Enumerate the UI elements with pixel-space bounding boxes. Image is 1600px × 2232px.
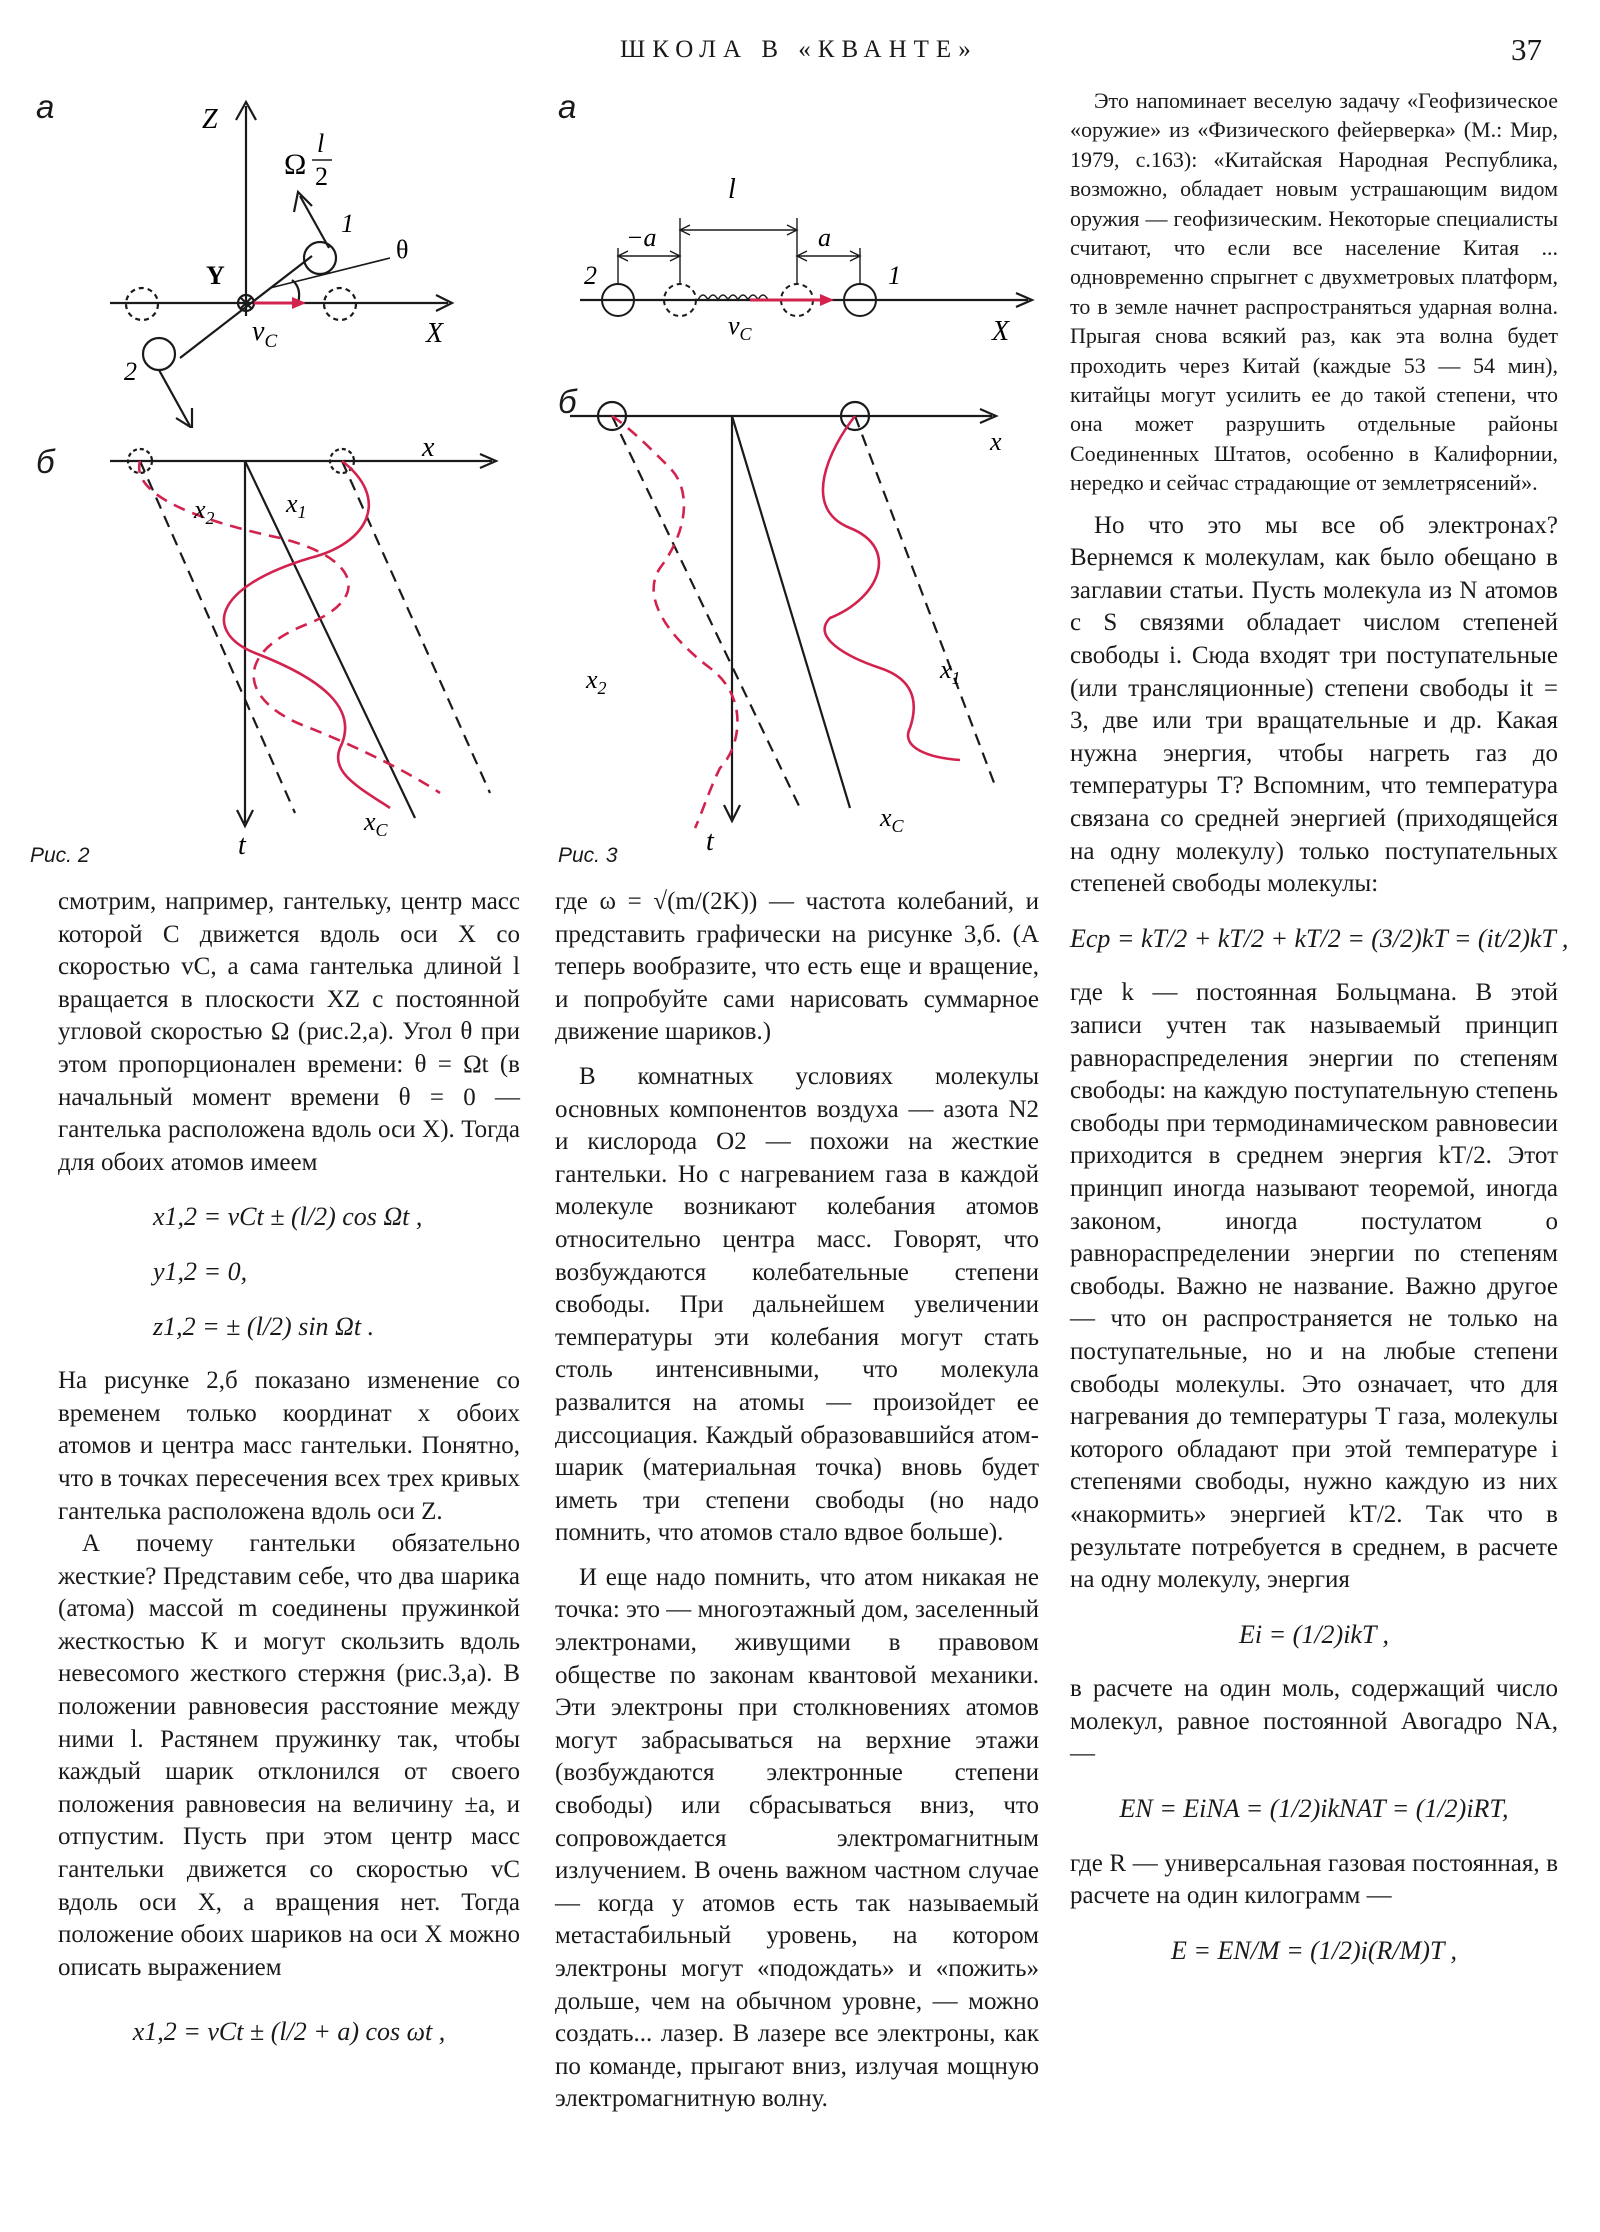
page-header xyxy=(0,32,1600,76)
fig2-label-l: l xyxy=(317,129,325,158)
fig2-label-vc: $v_C$ xyxy=(252,316,278,352)
page-number: 37 xyxy=(1511,32,1542,67)
col3-paragraph-2: Но что это мы все об электронах? Вернемся к молекулам, как было обещано в заглавии статьи. Пусть молекула из N атомов с S связями обладает числом степеней свободы i. Сюда входят три поступательные (или трансляционные) степени свободы it = 3, две или три вращательные и др. Какая нужна энергия, чтобы нагреть газ до температуры T? Вспомним, что температура связана со средней энергией (приходящейся на одну молекулу) только поступательных степеней свободы молекулы: xyxy=(1070,511,1558,898)
col3-paragraph-5: где R — универсальная газовая постоянная, в расчете на один килограмм — xyxy=(1070,1849,1558,1910)
figure-2 xyxy=(30,88,550,873)
col1-formula-2: y1,2 = 0, xyxy=(153,1256,248,1286)
col3-formula-2: Ei = (1/2)ikT , xyxy=(1239,1619,1389,1649)
col1-paragraph-2: На рисунке 2,б показано изменение со временем только координат x обоих атомов и центра масс гантельки. Понятно, что в точках пересечения всех трех кривых гантелька расположена вдоль оси Z. xyxy=(58,1367,520,1525)
col3-paragraph-4: в расчете на один моль, содержащий число молекул, равное постоянной Авогадро NA, — xyxy=(1070,1675,1558,1768)
fig3-label-l: l xyxy=(728,174,736,205)
fig2-panel-a-diagram xyxy=(30,88,550,428)
fig2-label-theta: θ xyxy=(396,235,409,264)
fig2-label-x2: $x_2$ xyxy=(194,495,215,528)
fig3-label-xc: $x_C$ xyxy=(880,803,904,836)
fig3-label-two: 2 xyxy=(584,261,597,290)
col1-formula-3: z1,2 = ± (l/2) sin Ωt . xyxy=(153,1311,375,1341)
fig2-caption: Рис. 2 xyxy=(30,844,90,867)
fig2-label-x-small: x xyxy=(422,432,435,463)
running-title: ШКОЛА В «КВАНТЕ» xyxy=(620,36,978,63)
col3-formula-1: Eср = kT/2 + kT/2 + kT/2 = (3/2)kT = (it/2)kT , xyxy=(1070,923,1569,953)
col1-paragraph-1: смотрим, например, гантельку, центр масс которой C движется вдоль оси X со скоростью vC, а сама гантелька длиной l вращается в плоскости XZ с постоянной угловой скоростью Ω (рис.2,а). Угол θ при этом пропорционален времени: θ = Ωt (в начальный момент времени θ = 0 — гантелька расположена вдоль оси X). Тогда для обоих атомов имеем xyxy=(58,888,520,1176)
fig2-panel-b-label: б xyxy=(36,443,55,480)
col3-formula-3: EN = EiNA = (1/2)ikNAT = (1/2)iRT, xyxy=(1119,1794,1509,1824)
column-3 xyxy=(1070,86,1569,1989)
fig2-curve-x1 xyxy=(224,461,390,808)
fig2-label-x-axis: X xyxy=(426,318,444,349)
fig2-label-x1: $x_1$ xyxy=(286,489,307,522)
col1-formula-4: x1,2 = vCt ± (l/2 + a) cos ωt , xyxy=(132,2017,446,2047)
fig3-curve-x1 xyxy=(823,416,960,760)
col3-paragraph-1: Это напоминает веселую задачу «Геофизическое «оружие» из «Физического фейерверка» (М.: Мир, 1979, с.163): «Китайская Народная Республика, возможно, обладает новым устрашающим видом оружия — геофизическим. Некоторые специалисты считают, что если все население Китая ... одновременно спрыгнет с двухметровых платформ, то в земле начнет распространяться ударная волна. Прыгая снова всякий раз, как эта волна будет проходить через Китай (каждые 53 — 54 мин), китайцы могут усилить ее до такой степени, что она может разрушить отдельные районы Соединенных Штатов, особенно в Калифорнии, нередко и сейчас страдающие от землетрясений». xyxy=(1070,88,1558,496)
fig2-label-xc: $x_C$ xyxy=(364,807,388,840)
fig2-label-t: t xyxy=(238,830,246,861)
fig2-label-one: 1 xyxy=(341,209,354,238)
fig3-label-one: 1 xyxy=(888,261,901,290)
fig3-label-minus-a: −a xyxy=(626,223,657,252)
fig3-label-a: a xyxy=(818,223,831,252)
fig3-panel-b-label: б xyxy=(558,383,577,420)
col1-formula-group xyxy=(58,1201,520,1343)
column-1 xyxy=(58,886,520,2049)
fig3-label-vc: $v_C$ xyxy=(728,311,752,344)
fig2-label-atom2: 2 xyxy=(124,357,137,386)
col3-formula-4: E = EN/M = (1/2)i(R/M)T , xyxy=(1171,1935,1457,1965)
fig3-label-x-axis: X xyxy=(992,316,1010,347)
col1-formula-1: x1,2 = vCt ± (l/2) cos Ωt , xyxy=(153,1202,423,1232)
fig3-panel-b-diagram xyxy=(550,368,1050,888)
fig3-label-x1: $x_1$ xyxy=(940,655,961,688)
fig3-caption: Рис. 3 xyxy=(558,844,618,867)
fig2-label-omega: Ω xyxy=(284,148,307,181)
fig3-label-x-small: x xyxy=(990,427,1002,456)
fig2-label-z: Z xyxy=(202,104,218,135)
fig2-panel-b-diagram xyxy=(30,428,550,868)
fig2-label-y: Y xyxy=(206,261,225,290)
fig3-panel-a-label: а xyxy=(558,88,577,125)
fig2-label-two: 2 xyxy=(315,162,328,191)
col3-paragraph-3: где k — постоянная Больцмана. В этой записи учтен так называемый принцип равнораспределения энергии по степеням свободы: на каждую поступательную степень свободы при термодинамическом равновесии приходится в среднем энергия kT/2. Этот принцип иногда называют теоремой, иногда законом, иногда постулатом о равнораспределении энергии по степеням свободы. Важно не название. Важно другое — что он распространяется не только на поступательные, но и на любые степени свободы молекулы. Это означает, что для нагревания до температуры T газа, молекулы которого обладают при этой температуре i степенями свободы, нужно каждую из них «накормить» энергией kT/2. Так что в результате потребуется в среднем, в расчете на одну молекулу, энергия xyxy=(1070,979,1558,1594)
fig3-curve-x2 xyxy=(612,416,738,828)
col2-paragraph-1: где ω = √(m/(2K)) — частота колебаний, и представить графически на рисунке 3,б. (А теперь вообразите, что есть еще и вращение, и попробуйте сами нарисовать суммарное движение шариков.) xyxy=(555,888,1039,1046)
fig3-label-x2: $x_2$ xyxy=(586,665,607,698)
fig3-label-t: t xyxy=(706,826,714,857)
fig3-panel-a-diagram xyxy=(550,88,1050,368)
figure-3 xyxy=(550,88,1050,873)
column-2 xyxy=(555,886,1039,2116)
col2-paragraph-3: И еще надо помнить, что атом никакая не точка: это — многоэтажный дом, заселенный электронами, живущими в правовом обществе по законам квантовой механики. Эти электроны при столкновениях атомов могут забрасываться на верхние этажи (возбуждаются электронные степени свободы) или сбрасываться вниз, что сопровождается электромагнитным излучением. В очень важном частном случае — когда у атомов есть так называемый метастабильный уровень, на котором электроны могут «подождать» и «пожить» дольше, чем на обычном уровне, — можно создать... лазер. В лазере все электроны, как по команде, прыгают вниз, излучая мощную электромагнитную волну. xyxy=(555,1563,1039,2113)
col1-paragraph-3: А почему гантельки обязательно жесткие? Представим себе, что два шарика (атома) массой m соединены пружинкой жесткостью K и могут скользить вдоль невесомого жесткого стержня (рис.3,а). В положении равновесия расстояние между ними l. Растянем пружинку так, чтобы каждый шарик отклонился от своего положения равновесия на величину ±a, и отпустим. Пусть при этом центр масс гантельки движется со скоростью vC вдоль оси X, а вращения нет. Тогда положение обоих шариков на оси X можно описать выражением xyxy=(58,1530,520,1981)
fig2-panel-a-label: а xyxy=(36,88,55,125)
col2-paragraph-2: В комнатных условиях молекулы основных компонентов воздуха — азота N2 и кислорода O2 — похожи на жесткие гантельки. Но с нагреванием газа в каждой молекуле возникают колебания атомов относительно центра масс. Говорят, что возбуждаются колебательные степени свободы. При дальнейшем увеличении температуры эти колебания могут стать столь интенсивными, что молекула развалится на атомы — произойдет ее диссоциация. Каждый образовавшийся атом-шарик (материальная точка) вновь будет иметь три степени свободы (но надо помнить, что атомов стало вдвое больше). xyxy=(555,1062,1039,1547)
